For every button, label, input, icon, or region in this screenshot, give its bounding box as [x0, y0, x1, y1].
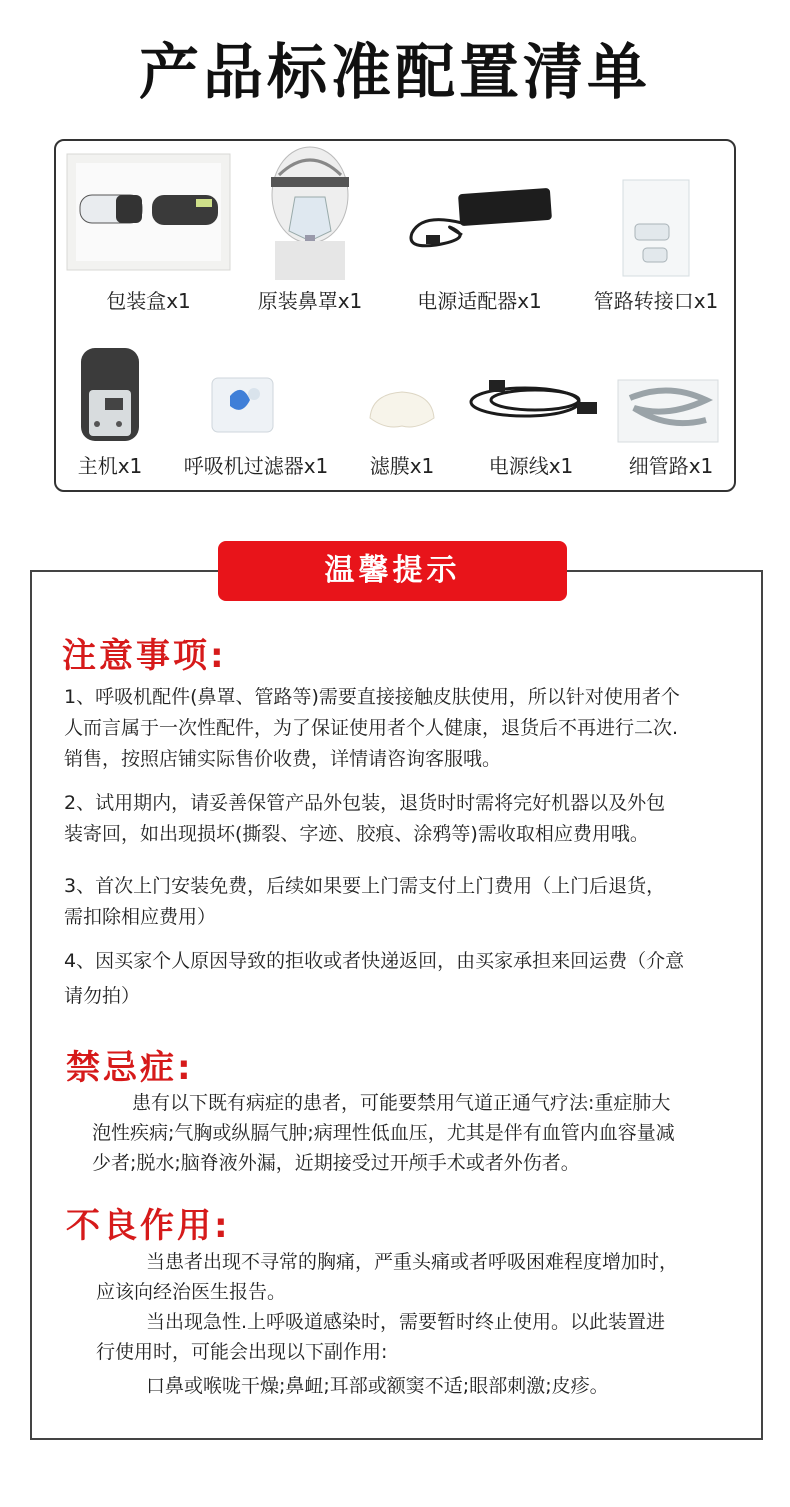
adverse-effects-line: 应该向经治医生报告。 [96, 1281, 287, 1303]
product-caption: 滤膜x1 [369, 454, 435, 478]
contraindication-line: 少者;脱水;脑脊液外漏，近期接受过开颅手术或者外伤者。 [92, 1152, 580, 1174]
packaging-box-image [66, 153, 231, 271]
main-unit-image [79, 346, 141, 443]
tube-image [616, 378, 720, 444]
notes-title: 注意事项: [62, 636, 227, 676]
product-packaging-box [66, 153, 231, 323]
notes-line: 4、因买家个人原因导致的拒收或者快递返回，由买家承担来回运费（介意 [64, 950, 685, 972]
product-caption: 主机x1 [77, 454, 143, 478]
notes-line: 需扣除相应费用） [64, 906, 217, 928]
adverse-effects-line: 当患者出现不寻常的胸痛，严重头痛或者呼吸困难程度增加时， [146, 1251, 679, 1273]
notice-banner: 温馨提示 [218, 541, 567, 601]
connector-image [621, 178, 691, 278]
product-caption: 电源适配器x1 [417, 289, 542, 313]
product-caption: 管路转接口x1 [593, 289, 719, 313]
mask-image [265, 145, 355, 280]
notes-line: 请勿拍） [64, 985, 141, 1007]
product-caption: 电源线x1 [488, 454, 574, 478]
notes-line: 装寄回，如出现损坏(撕裂、字迹、胶痕、涂鸦等)需收取相应费用哦。 [64, 823, 649, 845]
adverse-effects-line: 口鼻或喉咙干燥;鼻衄;耳部或额窦不适;眼部刺激;皮疹。 [146, 1375, 609, 1397]
notes-line: 1、呼吸机配件(鼻罩、管路等)需要直接接触皮肤使用，所以针对使用者个 [64, 686, 680, 708]
contraindication-line: 泡性疾病;气胸或纵膈气肿;病理性低血压，尤其是伴有血管内血容量减 [92, 1122, 675, 1144]
adverse-effects-line: 当出现急性.上呼吸道感染时，需要暂时终止使用。以此装置进 [146, 1311, 666, 1333]
adapter-image [402, 183, 557, 263]
membrane-image [366, 388, 438, 432]
product-mask [245, 145, 375, 323]
contraindication-line: 患有以下既有病症的患者，可能要禁用气道正通气疗法:重症肺大 [132, 1092, 671, 1114]
power-cord-image [465, 376, 601, 424]
product-tube [612, 378, 730, 486]
product-caption: 包装盒x1 [106, 289, 191, 313]
notes-line: 人而言属于一次性配件，为了保证使用者个人健康，退货后不再进行二次. [64, 717, 679, 739]
filter-image [210, 376, 275, 434]
page-title: 产品标准配置清单 [139, 38, 651, 108]
product-caption: 呼吸机过滤器x1 [183, 454, 329, 478]
adverse-effects-line: 行使用时，可能会出现以下副作用: [96, 1341, 388, 1363]
contraindication-title: 禁忌症: [66, 1048, 194, 1088]
product-connector [581, 178, 731, 323]
product-adapter [402, 183, 557, 323]
product-main-unit [70, 346, 150, 486]
product-filter [170, 376, 342, 486]
product-power-cord [461, 376, 601, 486]
notes-line: 3、首次上门安装免费，后续如果要上门需支付上门费用（上门后退货， [64, 875, 666, 897]
adverse-effects-title: 不良作用: [66, 1206, 231, 1246]
notes-line: 销售，按照店铺实际售价收费，详情请咨询客服哦。 [64, 748, 502, 770]
notes-line: 2、试用期内，请妥善保管产品外包装，退货时时需将完好机器以及外包 [64, 792, 666, 814]
product-membrane [360, 388, 444, 486]
product-caption: 细管路x1 [628, 454, 714, 478]
product-caption: 原装鼻罩x1 [257, 289, 363, 313]
